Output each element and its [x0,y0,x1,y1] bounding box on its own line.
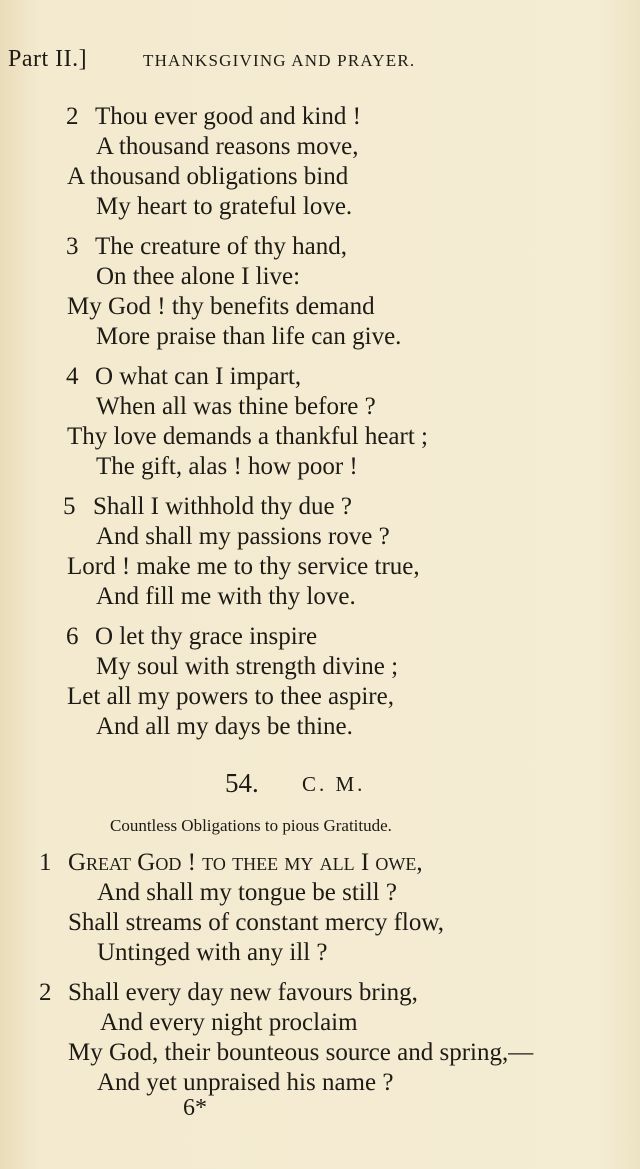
verse-number: 5 [63,493,76,520]
verse-line: And shall my tongue be still ? [97,879,397,906]
page-number: 6* [183,1095,207,1121]
verse-number: 2 [39,979,52,1006]
verse-line: The creature of thy hand, [95,233,347,260]
verse-line: O let thy grace inspire [95,623,318,650]
verse-number: 3 [66,233,79,260]
verse-number: 2 [66,103,79,130]
section-title: THANKSGIVING AND PRAYER. [143,51,416,70]
verse-line: On thee alone I live: [96,263,301,290]
verse-number: 6 [66,623,79,650]
verse-line: And shall my passions rove ? [96,523,390,550]
part-label: Part II.] [8,46,88,72]
hymn-meter: C. M. [302,772,366,796]
verse-line: And yet unpraised his name ? [97,1069,394,1096]
running-header [8,46,628,73]
verse-line: Untinged with any ill ? [97,939,328,966]
verse-line: A thousand obligations bind [67,163,349,190]
verse-line: Lord ! make me to thy service true, [67,553,420,580]
verse-line: My soul with strength divine ; [96,653,399,680]
verse-line: My heart to grateful love. [96,193,353,220]
verse-line: A thousand reasons move, [96,133,359,160]
verse-line: My God, their bounteous source and spring,— [68,1039,534,1066]
hymn-subtitle: Countless Obligations to pious Gratitude. [110,816,392,835]
verse-line: Thou ever good and kind ! [95,103,361,130]
verse-line: Thy love demands a thankful heart ; [67,423,428,450]
verse-line: Shall every day new favours bring, [68,979,418,1006]
verse-line: When all was thine before ? [96,393,376,420]
verse-line: And fill me with thy love. [96,583,356,610]
verse-line: Shall I withhold thy due ? [93,493,352,520]
verse-line: Shall streams of constant mercy flow, [68,909,445,936]
verse-number: 1 [39,849,52,876]
verse-line: More praise than life can give. [96,323,402,350]
verse-line: And every night proclaim [100,1009,358,1036]
verse-line: And all my days be thine. [96,713,353,740]
verse-line: My God ! thy benefits demand [67,293,375,320]
verse-line: Great God ! to thee my all I owe, [68,849,423,876]
verse-number: 4 [66,363,79,390]
hymn-number: 54. [225,768,259,798]
verse-line: The gift, alas ! how poor ! [96,453,358,480]
verse-line: O what can I impart, [95,363,302,390]
verse-line: Let all my powers to thee aspire, [67,683,394,710]
